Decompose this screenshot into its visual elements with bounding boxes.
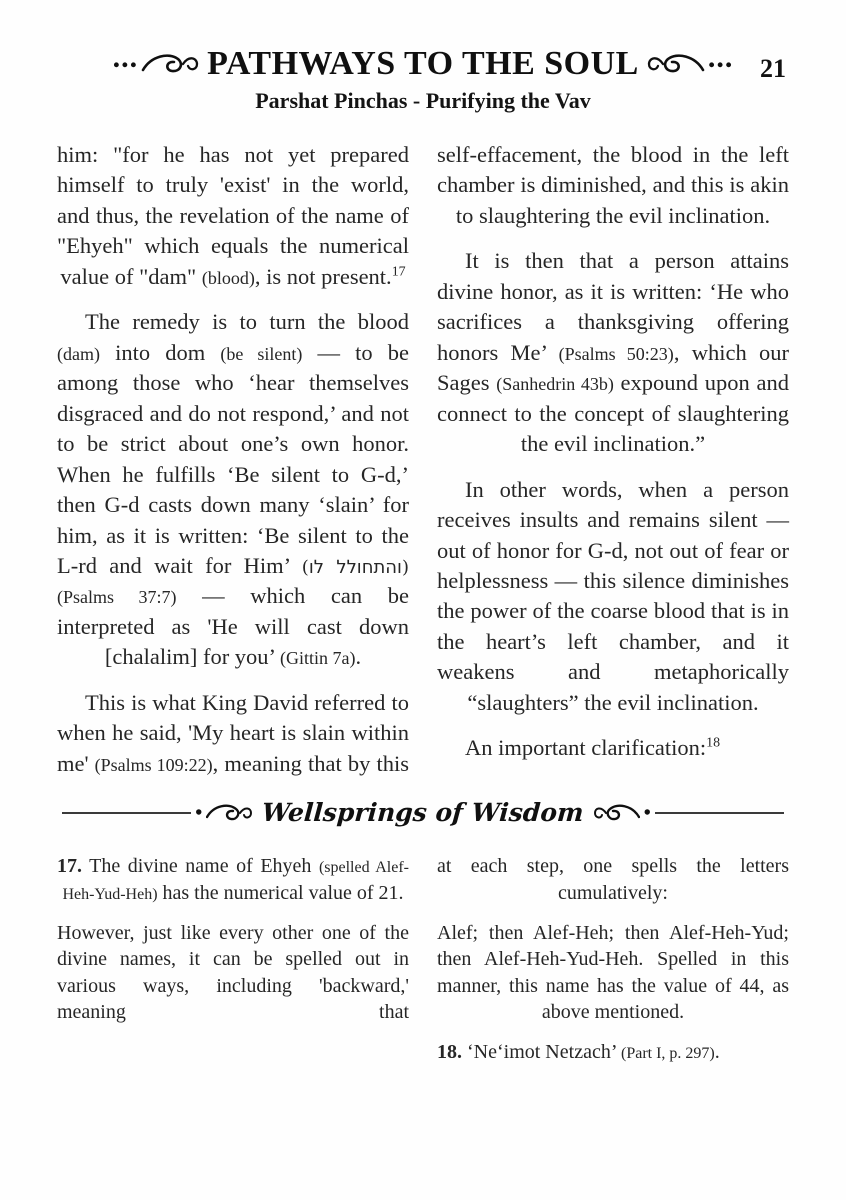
text-segment: has the numerical value of 21. — [157, 881, 404, 904]
divider-label: Wellsprings of Wisdom — [261, 798, 585, 828]
text-segment: self-effacement, the blood in the left chamber is diminished, and this is akin to slaughtering the evil inclination. — [437, 141, 789, 228]
paragraph — [437, 853, 789, 906]
text-segment: , which our Sages — [437, 339, 789, 396]
text-segment: , is not present. — [254, 263, 392, 289]
paragraph — [57, 688, 409, 779]
text-segment: 18. — [437, 1040, 462, 1063]
text-segment: Alef; then Alef-Heh; then Alef-Heh-Yud; then Alef-Heh-Yud-Heh. Spelled in this manner, this name has the value of 44, as above mentioned. — [437, 921, 789, 1024]
paragraph — [437, 246, 789, 459]
paragraph — [57, 307, 409, 673]
text-segment: (blood) — [201, 267, 255, 288]
footnotes-column-right — [437, 853, 789, 1078]
paragraph — [437, 1039, 789, 1066]
footnote-reference: 17 — [391, 264, 406, 280]
text-segment: (be silent) — [220, 343, 303, 364]
paragraph — [57, 853, 409, 906]
paragraph — [437, 920, 789, 1026]
footnote-divider — [62, 798, 784, 827]
text-segment: (spelled Alef-Heh-Yud-Heh) — [62, 859, 409, 903]
text-segment: (Sanhedrin 43b) — [496, 374, 614, 395]
paragraph — [437, 140, 789, 231]
text-segment: — to be among those who ‘hear themselves disgraced and do not respond,’ and not to be strict about one’s own honor. When he fulfills ‘Be silent to G-d,’ then G-d casts down many ‘slain’ for him, as it is written: ‘Be silent to the L-rd and wait for Him’ — [57, 339, 409, 578]
text-segment: (והתחולל לו) — [301, 556, 409, 578]
page-number: 21 — [760, 54, 786, 83]
body-columns — [57, 140, 789, 795]
footnotes-column-left — [57, 853, 409, 1078]
text-segment: The divine name of Ehyeh — [82, 855, 319, 878]
title-row — [0, 40, 846, 82]
header-ornament-left: ... — [113, 51, 200, 77]
header-ornament-right: ... — [647, 51, 734, 77]
paragraph — [57, 920, 409, 1026]
text-segment: him: "for he has not yet prepared himself to truly 'exist' in the world, and thus, the revelation of the name of "Ehyeh" which equals the numerical value of "dam" — [57, 141, 409, 289]
footnote-reference: 18 — [706, 735, 721, 751]
text-segment: into dom — [99, 339, 221, 365]
page-subtitle: Parshat Pinchas - Purifying the Vav — [255, 87, 591, 113]
divider-flourish-left-icon — [206, 802, 252, 824]
text-segment: (dam) — [57, 343, 100, 364]
text-segment: It is then that a person attains divine honor, as it is written: ‘He who sacrifices a thanksgiving offering honors Me’ — [437, 248, 789, 365]
text-segment: (Psalms 37:7) — [57, 587, 177, 608]
text-segment: This is what King David referred to when he said, 'My heart is slain within me' — [57, 689, 409, 776]
divider-line-right — [655, 812, 784, 814]
body-column-left — [57, 140, 409, 795]
flourish-right-icon — [647, 51, 705, 77]
paragraph — [437, 733, 789, 763]
text-segment: — which can be interpreted as 'He will cast down [chalalim] for you’ — [57, 583, 409, 670]
text-segment: (Part I, p. 297) — [621, 1044, 715, 1062]
text-segment: The remedy is to turn the blood — [85, 309, 409, 335]
divider-flourish-right-icon — [594, 802, 640, 824]
text-segment: However, just like every other one of the divine names, it can be spelled out in various ways, including 'backward,' meaning that — [57, 921, 409, 1024]
paragraph — [437, 475, 789, 719]
text-segment: at each step, one spells the letters cumulatively: — [437, 855, 789, 904]
text-segment: , meaning that by this — [212, 750, 409, 776]
text-segment: (Psalms 109:22) — [94, 754, 213, 775]
text-segment: 17. — [57, 855, 82, 878]
body-column-right — [437, 140, 789, 795]
page-title: PATHWAYS TO THE SOUL — [207, 45, 639, 82]
divider-center: • Wellsprings of Wisdom • — [195, 798, 651, 828]
text-segment: In other words, when a person receives insults and remains silent — out of honor for G-d, not out of fear or helplessness — this silence diminishes the power of the coarse blood that is in the heart’s left chamber, and it weakens and metaphorically “slaughters” the evil inclination. — [437, 476, 789, 715]
divider-line-left — [62, 812, 191, 814]
text-segment: An important clarification: — [465, 735, 707, 761]
text-segment: . — [355, 644, 362, 670]
paragraph — [57, 140, 409, 292]
text-segment: (Psalms 50:23) — [558, 343, 674, 364]
flourish-left-icon — [141, 51, 199, 77]
text-segment: ‘Ne‘imot Netzach’ — [462, 1040, 621, 1063]
footnotes — [57, 853, 789, 1078]
page-header — [0, 0, 846, 114]
text-segment: . — [714, 1040, 720, 1063]
text-segment: (Gittin 7a) — [280, 648, 356, 669]
text-segment: expound upon and connect to the concept of slaughtering the evil inclination.” — [437, 370, 789, 457]
